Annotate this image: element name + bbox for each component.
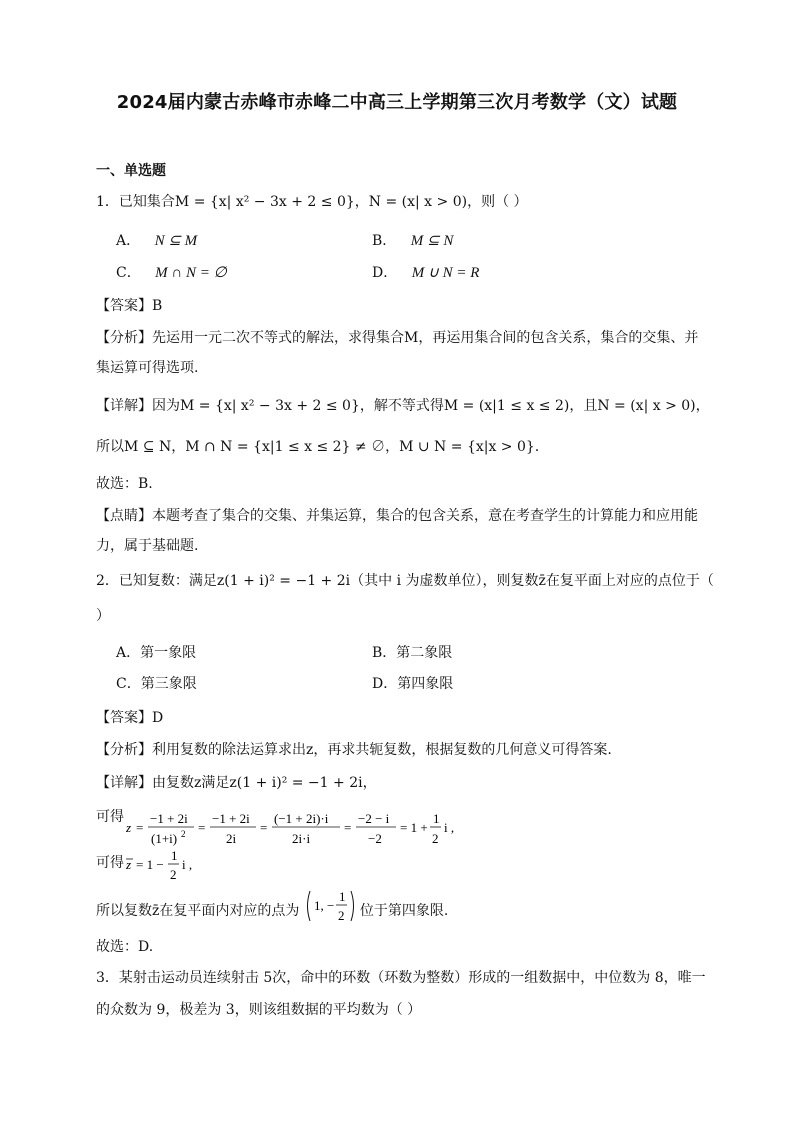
q2-choose: 故选：D. — [96, 939, 154, 955]
answer-value: B — [152, 298, 163, 314]
svg-text:1: 1 — [433, 811, 440, 826]
svg-text:=: = — [198, 820, 206, 835]
q3-stem-line2: 的众数为 9，极差为 3，则该组数据的平均数为（ ） — [96, 1002, 422, 1018]
q2-option-d — [372, 674, 453, 694]
option-label: A． — [116, 233, 141, 249]
answer-tag: 【答案】 — [96, 710, 152, 726]
svg-text:=: = — [260, 820, 268, 835]
q1-detail-line1 — [96, 396, 710, 416]
q1-option-b — [372, 231, 453, 251]
q1-option-a — [116, 231, 197, 251]
q2-answer — [96, 708, 163, 728]
q1-stem: 1．已知集合M = {x| x² − 3x + 2 ≤ 0}，N = (x| x > 0)，则（ ） — [96, 194, 528, 210]
formula-prefix: 可得 — [96, 855, 124, 871]
detail-text: 由复数z满足z(1 + i)² = −1 + 2i， — [152, 775, 377, 791]
q2-option-a — [116, 643, 196, 663]
svg-text:2: 2 — [170, 867, 177, 882]
comment-tag: 【点睛】 — [96, 508, 152, 524]
option-label: D． — [372, 265, 398, 281]
svg-text:z: z — [126, 857, 132, 872]
option-label: B． — [372, 645, 397, 661]
formula-prefix: 可得 — [96, 809, 124, 825]
svg-text:(1+i): (1+i) — [151, 831, 178, 846]
analysis-text: 利用复数的除法运算求出z，再求共轭复数，根据复数的几何意义可得答案. — [152, 742, 612, 758]
svg-text:= 1 +: = 1 + — [400, 820, 428, 835]
svg-text:2: 2 — [181, 829, 186, 839]
q1-analysis-line1 — [96, 328, 698, 348]
svg-text:i ,: i , — [182, 857, 193, 872]
svg-text:1: 1 — [171, 848, 178, 863]
point-text-post: 位于第四象限. — [359, 903, 449, 919]
point-coordinate-formula — [304, 888, 360, 924]
q1-analysis-line2: 集运算可得选项. — [96, 360, 199, 376]
svg-text:2: 2 — [337, 908, 345, 923]
svg-text:= 1 −: = 1 − — [136, 857, 164, 872]
svg-text:−1 + 2i: −1 + 2i — [150, 811, 188, 826]
detail-tag: 【详解】 — [96, 775, 152, 791]
svg-text:1: 1 — [338, 889, 346, 904]
svg-text:z: z — [126, 820, 132, 835]
svg-text:=: = — [136, 820, 144, 835]
option-text: 第二象限 — [396, 645, 453, 661]
analysis-text: 先运用一元二次不等式的解法，求得集合M，再运用集合间的包含关系，集合的交集、并 — [152, 330, 699, 346]
q1-comment-line1 — [96, 506, 698, 526]
point-text-pre: 所以复数z̄在复平面内对应的点为 — [96, 903, 300, 919]
option-text: M ∩ N = ∅ — [155, 265, 227, 281]
svg-text:(−1 + 2i)·i: (−1 + 2i)·i — [274, 811, 329, 826]
q2-stem-line1: 2．已知复数：满足z(1 + i)² = −1 + 2i（其中 i 为虚数单位），则复数z̄在复平面上对应的点位于（ — [96, 573, 714, 589]
comment-text: 本题考查了集合的交集、并集运算，集合的包含关系，意在考查学生的计算能力和应用能 — [152, 508, 698, 524]
q1-detail-line2: 所以M ⊆ N，M ∩ N = {x|1 ≤ x ≤ 2} ≠ ∅，M ∪ N = {x|x > 0}. — [96, 439, 540, 455]
svg-text:−1 + 2i: −1 + 2i — [212, 811, 250, 826]
option-label: C． — [116, 676, 141, 692]
q2-detail-formula-line — [96, 807, 455, 851]
analysis-tag: 【分析】 — [96, 742, 152, 758]
q2-detail-point-line — [96, 889, 449, 932]
svg-text:2: 2 — [432, 831, 439, 846]
answer-value: D — [152, 710, 164, 726]
svg-text:−2 − i: −2 − i — [358, 811, 390, 826]
option-text: N ⊆ M — [154, 233, 198, 249]
q3-stem-line1: 3．某射击运动员连续射击 5次，命中的环数（环数为整数）形成的一组数据中，中位数为 8，唯一 — [96, 970, 706, 986]
svg-text:i ,: i , — [444, 820, 455, 835]
option-text: M ⊆ N — [410, 233, 454, 249]
q2-stem-line2: ） — [96, 608, 110, 624]
q1-comment-line2: 力，属于基础题. — [96, 538, 199, 554]
svg-text:2i: 2i — [226, 831, 237, 846]
option-label: D． — [372, 676, 398, 692]
option-text: M ∪ N = R — [411, 265, 480, 281]
svg-text:2i·i: 2i·i — [292, 831, 311, 846]
svg-text:=: = — [344, 820, 352, 835]
complex-division-formula — [126, 807, 456, 851]
option-label: A． — [116, 645, 141, 661]
conjugate-formula — [126, 847, 246, 883]
section-heading: 一、单选题 — [96, 163, 166, 179]
option-text: 第三象限 — [140, 676, 197, 692]
q1-choose: 故选：B. — [96, 476, 153, 492]
detail-tag: 【详解】 — [96, 398, 152, 414]
q1-option-c — [116, 263, 227, 283]
answer-tag: 【答案】 — [96, 298, 152, 314]
detail-text: 因为M = {x| x² − 3x + 2 ≤ 0}，解不等式得M = (x|1 ≤ x ≤ 2)，且N = (x| x > 0)， — [152, 398, 710, 414]
q2-analysis — [96, 740, 612, 760]
analysis-tag: 【分析】 — [96, 330, 152, 346]
option-text: 第一象限 — [140, 645, 197, 661]
page-title: 2024届内蒙古赤峰市赤峰二中高三上学期第三次月考数学（文）试题 — [116, 92, 678, 113]
q2-option-c — [116, 674, 197, 694]
svg-text:1, −: 1, − — [313, 898, 335, 913]
option-text: 第四象限 — [397, 676, 454, 692]
q2-option-b — [372, 643, 452, 663]
q2-detail-line1 — [96, 773, 377, 793]
option-label: C． — [116, 265, 141, 281]
q1-option-d — [372, 263, 479, 283]
option-label: B． — [372, 233, 397, 249]
q2-detail-conjugate-line — [96, 848, 193, 889]
svg-text:−2: −2 — [368, 831, 382, 846]
q1-answer — [96, 296, 162, 316]
